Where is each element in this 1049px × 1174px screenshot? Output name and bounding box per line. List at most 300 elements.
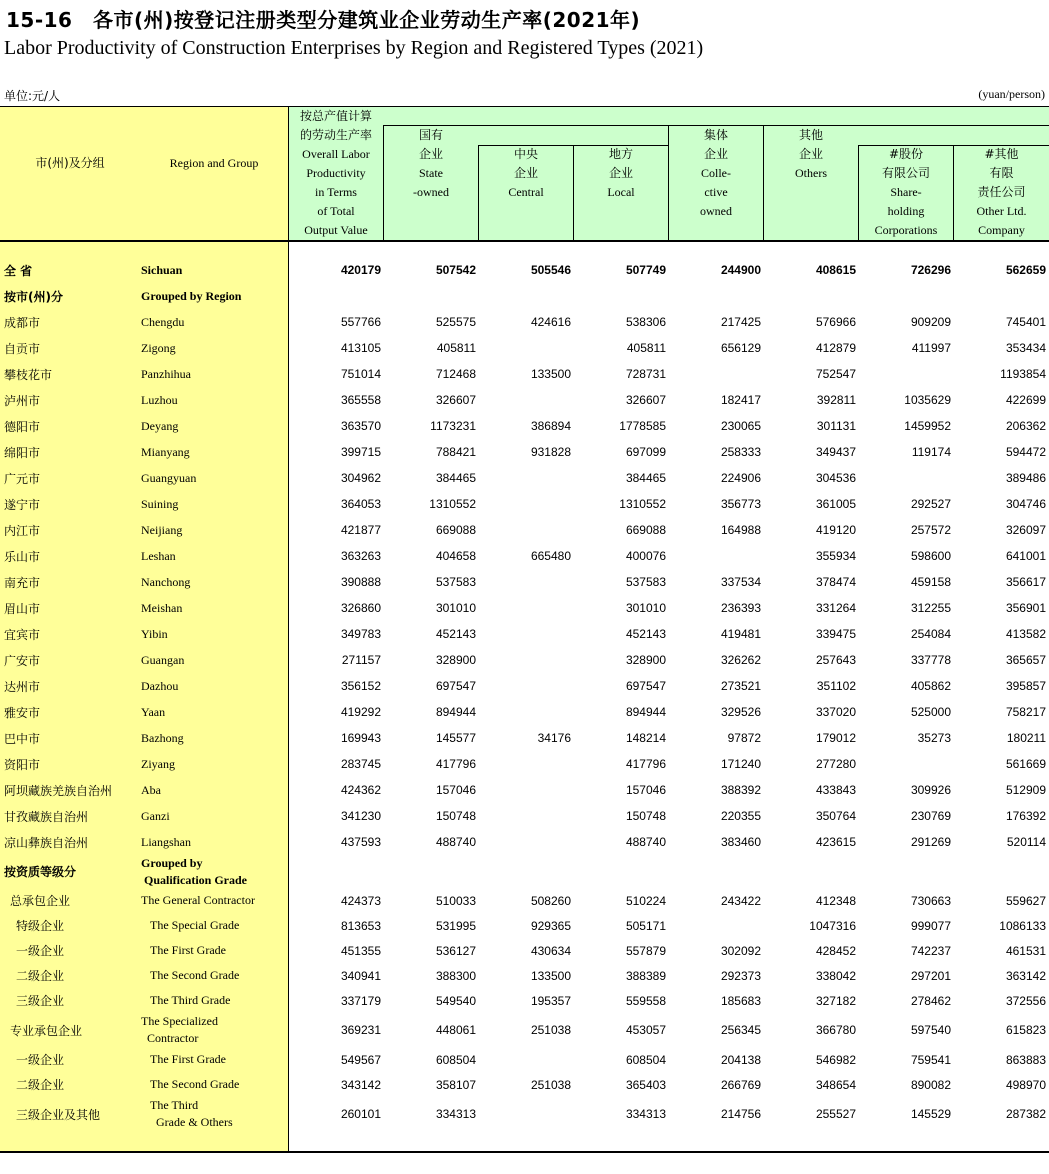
value-cell: 329526 xyxy=(720,705,761,719)
table-row xyxy=(0,829,1049,855)
value-cell: 1047316 xyxy=(809,918,856,933)
row-label-cn: 阿坝藏族羌族自治州 xyxy=(4,783,113,798)
value-cell: 343142 xyxy=(340,1077,381,1092)
value-cell: 894944 xyxy=(435,705,476,719)
row-label-cn: 自贡市 xyxy=(4,341,41,356)
unit-label-en: (yuan/person) xyxy=(978,87,1045,101)
value-cell: 508260 xyxy=(530,893,571,908)
value-cell: 598600 xyxy=(910,549,951,563)
value-cell: 34176 xyxy=(537,731,571,745)
value-cell: 176392 xyxy=(1005,809,1046,823)
value-cell: 349783 xyxy=(340,627,381,641)
value-cell xyxy=(481,387,571,413)
value-cell: 419481 xyxy=(720,627,761,641)
row-label-cn: 遂宁市 xyxy=(4,497,41,512)
value-cell: 697099 xyxy=(625,445,666,459)
value-cell: 244900 xyxy=(720,263,761,277)
value-cell: 292373 xyxy=(720,968,761,983)
value-cell: 452143 xyxy=(625,627,666,641)
value-cell: 148214 xyxy=(625,731,666,745)
value-cell: 337020 xyxy=(815,705,856,719)
value-cell: 356901 xyxy=(1005,601,1046,615)
table-row xyxy=(0,361,1049,387)
header-central: 中央 企业 Central xyxy=(508,147,544,199)
value-cell: 390888 xyxy=(340,575,381,589)
value-cell xyxy=(576,855,666,888)
value-cell: 304962 xyxy=(340,471,381,485)
value-cell: 421877 xyxy=(340,523,381,537)
value-cell: 366780 xyxy=(815,1023,856,1037)
value-cell: 419120 xyxy=(815,523,856,537)
value-cell: 417796 xyxy=(435,757,476,771)
row-label-en: Mianyang xyxy=(141,444,190,459)
value-cell: 243422 xyxy=(720,893,761,908)
value-cell: 266769 xyxy=(720,1077,761,1092)
table-row xyxy=(0,257,1049,283)
table-row xyxy=(0,413,1049,439)
row-label-en: Guangyuan xyxy=(141,470,197,485)
value-cell: 337778 xyxy=(910,653,951,667)
row-label-en: The Third Grade xyxy=(150,993,231,1007)
value-cell xyxy=(481,491,571,517)
value-cell: 419292 xyxy=(340,705,381,719)
value-cell xyxy=(766,855,856,888)
value-cell: 813653 xyxy=(340,918,381,933)
row-label-en: Luzhou xyxy=(141,392,178,407)
value-cell: 430634 xyxy=(530,943,571,958)
value-cell: 157046 xyxy=(435,783,476,797)
table-row xyxy=(0,751,1049,777)
value-cell: 726296 xyxy=(910,263,951,277)
value-cell: 258333 xyxy=(720,445,761,459)
page-title-en: Labor Productivity of Construction Enterprises by Region and Registered Types (2021) xyxy=(4,37,704,59)
value-cell: 531995 xyxy=(435,918,476,933)
value-cell xyxy=(481,829,571,855)
value-cell: 400076 xyxy=(625,549,666,563)
table-row xyxy=(0,1047,1049,1072)
row-label-en: Deyang xyxy=(141,418,179,433)
value-cell: 206362 xyxy=(1005,419,1046,433)
value-cell: 405862 xyxy=(910,679,951,693)
value-cell: 337534 xyxy=(720,575,761,589)
value-cell: 230769 xyxy=(910,809,951,823)
row-label-cn: 乐山市 xyxy=(4,549,41,564)
value-cell: 363570 xyxy=(340,419,381,433)
table-row xyxy=(0,777,1049,803)
value-cell: 423615 xyxy=(815,835,856,849)
value-cell xyxy=(481,1097,571,1131)
value-cell xyxy=(386,855,476,888)
value-cell: 327182 xyxy=(815,993,856,1008)
table-row xyxy=(0,569,1049,595)
header-region-bg xyxy=(0,107,288,241)
row-label-cn: 总承包企业 xyxy=(10,894,71,908)
value-cell xyxy=(861,855,951,888)
value-cell: 312255 xyxy=(910,601,951,615)
value-cell xyxy=(481,647,571,673)
value-cell: 424616 xyxy=(530,315,571,329)
value-cell: 301010 xyxy=(435,601,476,615)
row-label-en: Zigong xyxy=(141,340,176,355)
value-cell: 145577 xyxy=(435,731,476,745)
value-cell: 224906 xyxy=(720,471,761,485)
row-label-en: Neijiang xyxy=(141,522,183,537)
value-cell: 283745 xyxy=(340,757,381,771)
value-cell: 669088 xyxy=(435,523,476,537)
table-row xyxy=(0,888,1049,913)
value-cell: 171240 xyxy=(720,757,761,771)
value-cell xyxy=(481,855,571,888)
table-row xyxy=(0,855,1049,888)
row-label-cn: 眉山市 xyxy=(4,601,41,616)
value-cell: 326860 xyxy=(340,601,381,615)
header-other-ltd: #其他 有限 责任公司 Other Ltd. Company xyxy=(976,147,1027,237)
row-label-en: The General Contractor xyxy=(141,893,255,907)
value-cell: 557766 xyxy=(340,315,381,329)
value-cell: 302092 xyxy=(720,943,761,958)
value-cell: 408615 xyxy=(815,263,856,277)
table-row xyxy=(0,283,1049,309)
header-others: 其他 企业 Others xyxy=(795,128,827,180)
value-cell: 420179 xyxy=(340,263,381,277)
row-label-cn: 泸州市 xyxy=(4,393,41,408)
value-cell: 326607 xyxy=(435,393,476,407)
value-cell: 1035629 xyxy=(904,393,951,407)
value-cell: 339475 xyxy=(815,627,856,641)
value-cell: 251038 xyxy=(530,1077,571,1092)
value-cell: 758217 xyxy=(1005,705,1046,719)
value-cell: 559627 xyxy=(1005,893,1046,908)
value-cell xyxy=(576,283,666,309)
value-cell xyxy=(671,543,761,569)
value-cell: 157046 xyxy=(625,783,666,797)
value-cell: 301010 xyxy=(625,601,666,615)
row-label-en: Dazhou xyxy=(141,678,179,693)
row-label-en: Grouped by Region xyxy=(141,288,242,303)
value-cell: 133500 xyxy=(530,367,571,381)
value-cell: 389486 xyxy=(1005,471,1046,485)
table-row xyxy=(0,1013,1049,1047)
value-cell: 251038 xyxy=(530,1023,571,1037)
row-label-en: Liangshan xyxy=(141,834,191,849)
row-label-cn: 特级企业 xyxy=(16,919,65,933)
value-cell: 292527 xyxy=(910,497,951,511)
value-cell: 752547 xyxy=(815,367,856,381)
value-cell xyxy=(481,621,571,647)
value-cell: 413105 xyxy=(340,341,381,355)
value-cell: 399715 xyxy=(340,445,381,459)
value-cell: 273521 xyxy=(720,679,761,693)
value-cell xyxy=(481,673,571,699)
row-label-en: Bazhong xyxy=(141,730,184,745)
table-row xyxy=(0,725,1049,751)
value-cell: 669088 xyxy=(625,523,666,537)
value-cell: 931828 xyxy=(530,445,571,459)
row-label-en: The Second Grade xyxy=(150,1077,240,1091)
value-cell: 236393 xyxy=(720,601,761,615)
value-cell xyxy=(481,1047,571,1072)
value-cell: 1310552 xyxy=(429,497,476,511)
value-cell: 356152 xyxy=(340,679,381,693)
value-cell xyxy=(956,283,1046,309)
value-cell: 412348 xyxy=(815,893,856,908)
value-cell: 641001 xyxy=(1005,549,1046,563)
value-cell: 1086133 xyxy=(999,918,1046,933)
value-cell: 488740 xyxy=(625,835,666,849)
value-cell xyxy=(861,751,951,777)
row-label-en: The Special Grade xyxy=(150,918,240,932)
value-cell: 697547 xyxy=(625,679,666,693)
value-cell xyxy=(671,361,761,387)
row-label-cn: 全 省 xyxy=(4,263,33,278)
value-cell xyxy=(481,699,571,725)
value-cell: 169943 xyxy=(340,731,381,745)
value-cell xyxy=(481,335,571,361)
value-cell: 334313 xyxy=(435,1107,476,1121)
value-cell: 340941 xyxy=(340,968,381,983)
value-cell: 185683 xyxy=(720,993,761,1008)
value-cell: 386894 xyxy=(530,419,571,433)
row-label-cn: 广元市 xyxy=(4,471,41,486)
value-cell: 863883 xyxy=(1005,1052,1046,1067)
value-cell: 417796 xyxy=(625,757,666,771)
row-label-cn: 雅安市 xyxy=(4,705,41,720)
row-label-cn: 二级企业 xyxy=(16,1078,65,1092)
value-cell: 428452 xyxy=(815,943,856,958)
value-cell: 304536 xyxy=(815,471,856,485)
value-cell: 337179 xyxy=(340,993,381,1008)
value-cell: 217425 xyxy=(720,315,761,329)
value-cell: 97872 xyxy=(727,731,761,745)
table-row xyxy=(0,309,1049,335)
table-header xyxy=(0,107,1049,241)
value-cell: 412879 xyxy=(815,341,856,355)
value-cell: 505546 xyxy=(530,263,571,277)
value-cell: 929365 xyxy=(530,918,571,933)
value-cell: 255527 xyxy=(815,1107,856,1121)
value-cell: 338042 xyxy=(815,968,856,983)
row-label-en: Aba xyxy=(141,782,161,797)
value-cell: 498970 xyxy=(1005,1077,1046,1092)
value-cell: 751014 xyxy=(340,367,381,381)
value-cell: 364053 xyxy=(340,497,381,511)
value-cell: 254084 xyxy=(910,627,951,641)
row-label-en: The Third Grade & Others xyxy=(150,1098,233,1129)
value-cell: 257643 xyxy=(815,653,856,667)
table-row xyxy=(0,491,1049,517)
row-label-en: Meishan xyxy=(141,600,183,615)
table-row xyxy=(0,699,1049,725)
value-cell: 413582 xyxy=(1005,627,1046,641)
value-cell: 525000 xyxy=(910,705,951,719)
value-cell: 507542 xyxy=(435,263,476,277)
value-cell: 145529 xyxy=(910,1107,951,1121)
value-cell: 179012 xyxy=(815,731,856,745)
row-label-en: Yibin xyxy=(141,626,168,641)
row-label-cn: 三级企业及其他 xyxy=(16,1107,101,1122)
value-cell: 712468 xyxy=(435,367,476,381)
value-cell: 35273 xyxy=(917,731,951,745)
value-cell: 351102 xyxy=(816,679,856,693)
value-cell xyxy=(481,751,571,777)
table-row xyxy=(0,1097,1049,1131)
value-cell xyxy=(291,855,381,888)
row-label-cn: 达州市 xyxy=(4,679,41,694)
table-row xyxy=(0,465,1049,491)
value-cell: 608504 xyxy=(625,1052,666,1067)
value-cell: 561669 xyxy=(1005,757,1046,771)
value-cell: 453057 xyxy=(625,1023,666,1037)
page-title-cn: 15-16 各市(州)按登记注册类型分建筑业企业劳动生产率(2021年) xyxy=(6,8,641,32)
table-row xyxy=(0,543,1049,569)
value-cell: 326097 xyxy=(1005,523,1046,537)
value-cell: 788421 xyxy=(435,445,476,459)
value-cell: 356617 xyxy=(1005,575,1046,589)
row-label-en: Chengdu xyxy=(141,314,185,329)
row-label-cn: 成都市 xyxy=(4,315,41,330)
row-label-en: Sichuan xyxy=(141,262,183,277)
value-cell: 1310552 xyxy=(619,497,666,511)
row-label-en: The First Grade xyxy=(150,943,226,957)
header-region-cn: 市(州)及分组 xyxy=(35,156,105,170)
value-cell: 510033 xyxy=(435,893,476,908)
row-label-cn: 攀枝花市 xyxy=(4,367,53,382)
value-cell: 520114 xyxy=(1006,835,1046,849)
table-row xyxy=(0,517,1049,543)
value-cell: 301131 xyxy=(816,419,856,433)
row-label-cn: 宜宾市 xyxy=(4,627,41,642)
value-cell xyxy=(766,283,856,309)
value-cell: 334313 xyxy=(625,1107,666,1121)
row-label-en: Suining xyxy=(141,496,179,511)
row-label-cn: 一级企业 xyxy=(16,1053,65,1067)
value-cell: 257572 xyxy=(910,523,951,537)
value-cell: 1173231 xyxy=(430,419,476,433)
value-cell: 665480 xyxy=(530,549,571,563)
value-cell xyxy=(481,595,571,621)
value-cell: 326607 xyxy=(625,393,666,407)
value-cell: 260101 xyxy=(340,1107,381,1121)
row-label-cn: 凉山彝族自治州 xyxy=(4,835,89,850)
value-cell: 204138 xyxy=(720,1052,761,1067)
value-cell: 890082 xyxy=(910,1077,951,1092)
value-cell: 597540 xyxy=(910,1023,951,1037)
value-cell: 150748 xyxy=(625,809,666,823)
value-cell: 355934 xyxy=(815,549,856,563)
row-label-cn: 资阳市 xyxy=(4,757,41,772)
value-cell: 256345 xyxy=(720,1023,761,1037)
value-cell xyxy=(386,283,476,309)
value-cell: 452143 xyxy=(435,627,476,641)
row-label-en: Ganzi xyxy=(141,808,170,823)
value-cell: 331264 xyxy=(815,601,856,615)
value-cell: 349437 xyxy=(815,445,856,459)
row-label-en: Panzhihua xyxy=(141,366,191,381)
value-cell: 405811 xyxy=(436,341,476,355)
table-row xyxy=(0,595,1049,621)
row-label-en: Ziyang xyxy=(141,756,175,771)
value-cell: 297201 xyxy=(910,968,951,983)
value-cell: 328900 xyxy=(435,653,476,667)
value-cell xyxy=(481,283,571,309)
value-cell: 697547 xyxy=(435,679,476,693)
row-label-cn: 南充市 xyxy=(4,575,41,590)
row-label-en: Nanchong xyxy=(141,574,191,589)
table-row xyxy=(0,439,1049,465)
value-cell: 594472 xyxy=(1005,445,1046,459)
value-cell: 999077 xyxy=(910,918,951,933)
table-row xyxy=(0,387,1049,413)
value-cell: 291269 xyxy=(910,835,951,849)
row-label-cn: 巴中市 xyxy=(4,731,41,746)
value-cell: 505171 xyxy=(625,918,666,933)
row-label-en: The Specialized Contractor xyxy=(141,1014,218,1045)
value-cell: 608504 xyxy=(435,1052,476,1067)
value-cell: 1193854 xyxy=(1000,367,1046,381)
value-cell: 742237 xyxy=(910,943,951,958)
value-cell: 537583 xyxy=(625,575,666,589)
value-cell: 378474 xyxy=(815,575,856,589)
value-cell: 745401 xyxy=(1005,315,1046,329)
value-cell: 388392 xyxy=(720,783,761,797)
value-cell: 448061 xyxy=(435,1023,476,1037)
value-cell: 404658 xyxy=(435,549,476,563)
value-cell xyxy=(481,517,571,543)
row-label-en: Leshan xyxy=(141,548,176,563)
row-label-en: Yaan xyxy=(141,704,166,719)
value-cell xyxy=(671,855,761,888)
value-cell: 350764 xyxy=(815,809,856,823)
value-cell: 512909 xyxy=(1005,783,1046,797)
row-label-cn: 甘孜藏族自治州 xyxy=(4,809,89,824)
table-row xyxy=(0,335,1049,361)
value-cell: 525575 xyxy=(435,315,476,329)
row-label-cn: 一级企业 xyxy=(16,944,65,958)
value-cell: 451355 xyxy=(340,943,381,958)
value-cell: 411997 xyxy=(911,341,951,355)
value-cell: 537583 xyxy=(435,575,476,589)
value-cell: 365403 xyxy=(625,1077,666,1092)
value-cell: 576966 xyxy=(815,315,856,329)
row-label-en: The Second Grade xyxy=(150,968,240,982)
value-cell: 365657 xyxy=(1005,653,1046,667)
value-cell: 271157 xyxy=(341,653,381,667)
unit-label-cn: 单位:元/人 xyxy=(4,89,61,103)
header-collective: 集体 企业 Colle- ctive owned xyxy=(700,128,732,218)
value-cell: 894944 xyxy=(625,705,666,719)
value-cell: 422699 xyxy=(1005,393,1046,407)
value-cell: 150748 xyxy=(435,809,476,823)
value-cell: 459158 xyxy=(910,575,951,589)
value-cell: 536127 xyxy=(435,943,476,958)
value-cell: 341230 xyxy=(340,809,381,823)
value-cell: 348654 xyxy=(815,1077,856,1092)
row-label-cn: 按市(州)分 xyxy=(4,289,63,304)
row-label-en: Grouped by Qualification Grade xyxy=(141,855,247,887)
value-cell: 424373 xyxy=(340,893,381,908)
value-cell: 510224 xyxy=(625,893,666,908)
header-local: 地方 企业 Local xyxy=(607,147,635,199)
value-cell: 395857 xyxy=(1005,679,1046,693)
value-cell: 384465 xyxy=(435,471,476,485)
value-cell: 356773 xyxy=(720,497,761,511)
value-cell: 1778585 xyxy=(619,419,666,433)
value-cell: 164988 xyxy=(720,523,761,537)
value-cell xyxy=(956,855,1046,888)
row-label-cn: 广安市 xyxy=(4,653,41,668)
value-cell: 182417 xyxy=(720,393,761,407)
value-cell: 119174 xyxy=(911,445,951,459)
